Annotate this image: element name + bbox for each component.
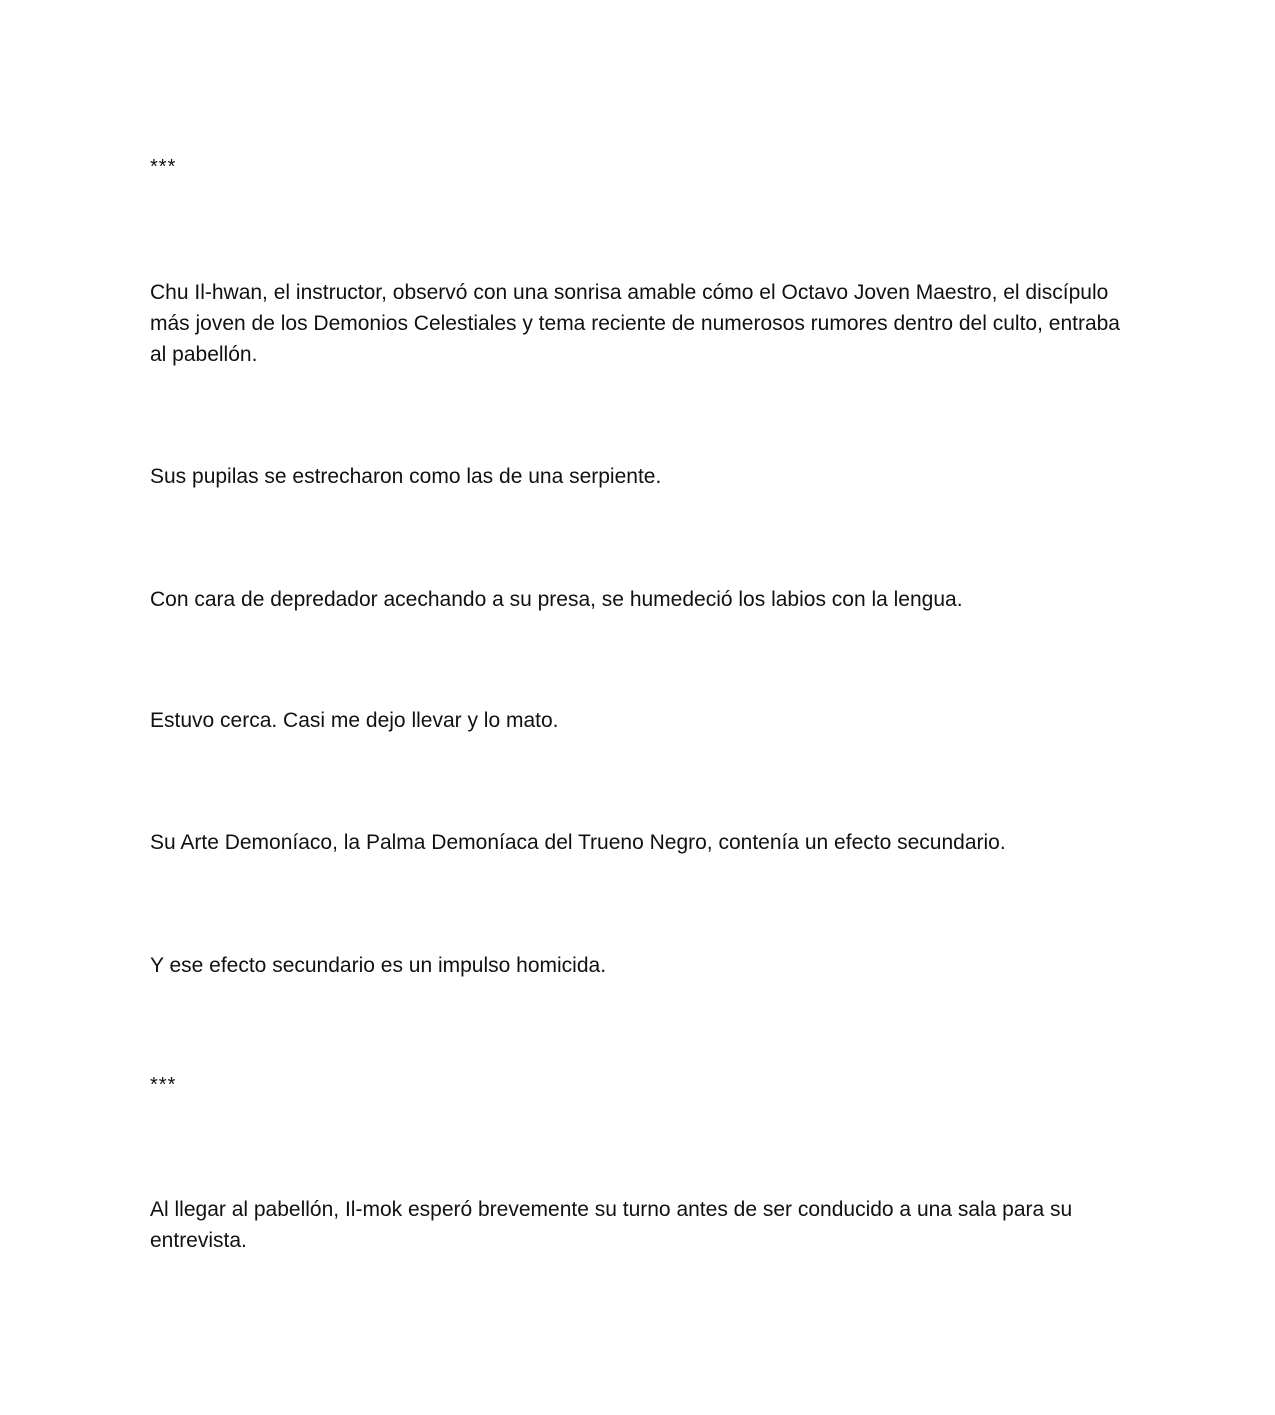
paragraph: Con cara de depredador acechando a su presa, se humedeció los labios con la lengua. [150,588,963,611]
scene-separator: *** [150,156,177,178]
paragraph: Al llegar al pabellón, Il-mok esperó brevemente su turno antes de ser conducido a una sala para su entrevista. [150,1198,1073,1252]
scene-separator: *** [150,1074,177,1096]
paragraph: Estuvo cerca. Casi me dejo llevar y lo mato. [150,709,559,732]
paragraph: Sus pupilas se estrecharon como las de una serpiente. [150,465,662,488]
paragraph: Chu Il-hwan, el instructor, observó con una sonrisa amable cómo el Octavo Joven Maestro, el discípulo más joven de los Demonios Celestiales y tema reciente de numerosos rumores dentro del culto, entraba al pabellón. [150,281,1120,366]
paragraph: Y ese efecto secundario es un impulso homicida. [150,954,607,977]
paragraph: Su Arte Demoníaco, la Palma Demoníaca del Trueno Negro, contenía un efecto secundario. [150,831,1006,854]
